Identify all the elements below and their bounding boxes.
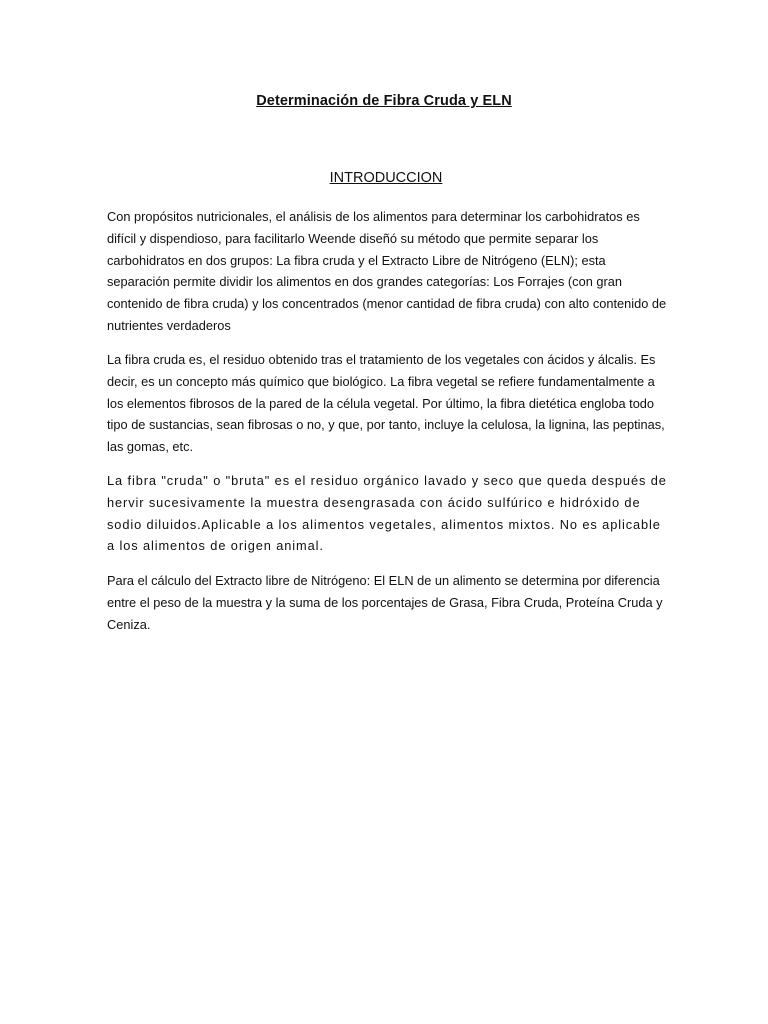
paragraph-fibra-cruda: La fibra cruda es, el residuo obtenido tras el tratamiento de los vegetales con ácidos y álcalis. Es decir, es un concepto más químico que biológico. La fibra vegetal se refiere fundamentalmente a los elementos fibrosos de la pared de la célula vegetal. Por último, la fibra dietética engloba todo tipo de sustancias, sean fibrosas o no, y que, por tanto, incluye la celulosa, la lignina, las peptinas, las gomas, etc. <box>107 352 665 455</box>
paragraph-eln: Para el cálculo del Extracto libre de Nitrógeno: El ELN de un alimento se determina por diferencia entre el peso de la muestra y la suma de los porcentajes de Grasa, Fibra Cruda, Proteína Cruda y Ceniza. <box>107 573 663 632</box>
paragraph-intro: Con propósitos nutricionales, el análisis de los alimentos para determinar los carbohidratos es difícil y dispendioso, para facilitarlo Weende diseñó su método que permite separar los carbohidratos en dos grupos: La fibra cruda y el Extracto Libre de Nitrógeno (ELN); esta separación permite dividir los alimentos en dos grandes categorías: Los Forrajes (con gran contenido de fibra cruda) y los concentrados (menor cantidad de fibra cruda) con alto contenido de nutrientes verdaderos <box>107 209 667 333</box>
document-title: Determinación de Fibra Cruda y ELN <box>256 93 512 109</box>
paragraph-fibra-bruta: La fibra "cruda" o "bruta" es el residuo orgánico lavado y seco que queda después de hervir sucesivamente la muestra desengrasada con ácido sulfúrico e hidróxido de sodio diluidos.Aplicable a los alimentos vegetales, alimentos mixtos. No es aplicable a los alimentos de origen animal. <box>107 473 667 554</box>
section-heading: INTRODUCCION <box>329 170 443 186</box>
